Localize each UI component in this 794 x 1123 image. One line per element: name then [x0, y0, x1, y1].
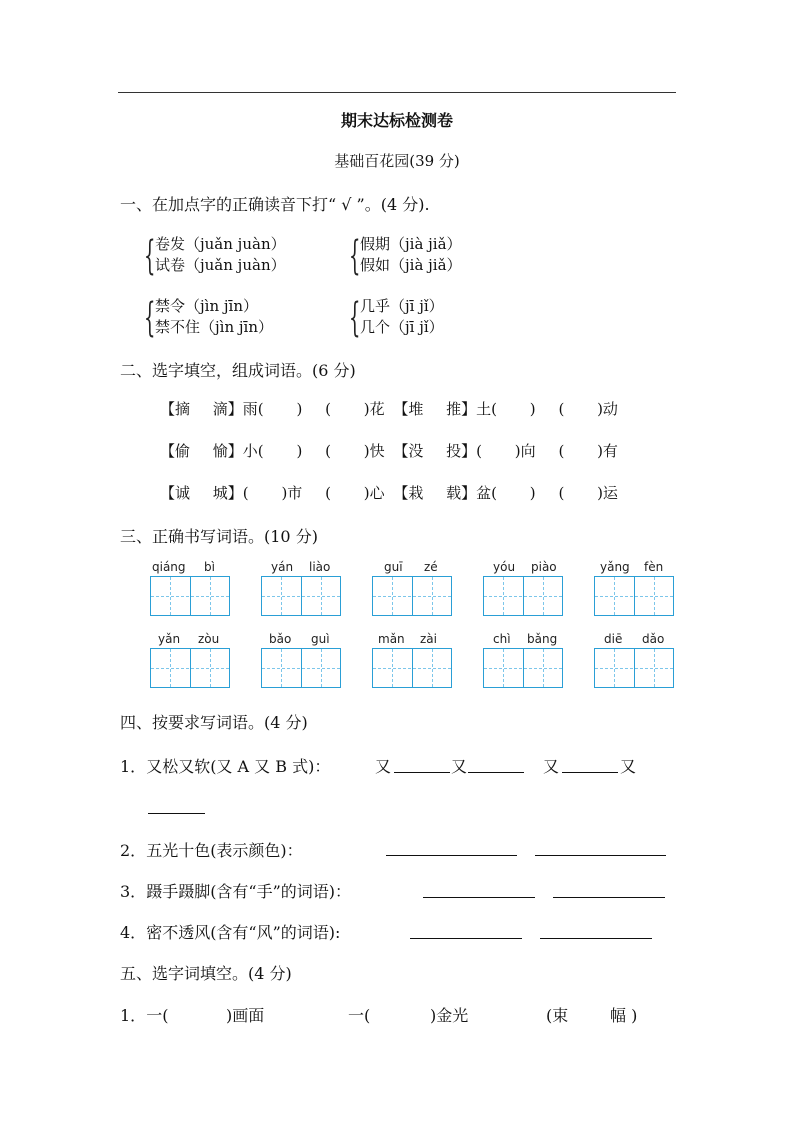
- item-number: 2．: [120, 841, 147, 860]
- q2-cell: )向: [514, 442, 536, 460]
- choice-2: 幅 ): [610, 1006, 638, 1025]
- q1-group-1-line2: 试卷（juǎn juàn）: [155, 256, 286, 274]
- answer-line[interactable]: [410, 938, 522, 939]
- pinyin-1: yán: [271, 560, 294, 574]
- pinyin-1: qiáng: [152, 560, 186, 574]
- tian-grid[interactable]: [150, 648, 230, 688]
- q2-cell: )花: [363, 400, 385, 418]
- q4-item-4: [120, 920, 340, 943]
- brace-icon: {: [144, 233, 156, 279]
- blank-open: 一(: [146, 1006, 169, 1025]
- q4-heading: 四、按要求写词语。(4 分): [120, 713, 308, 732]
- blank-close: )画面: [226, 1006, 265, 1025]
- tian-grid[interactable]: [372, 648, 452, 688]
- q1-group-2-line2: 假如（jià jiǎ）: [360, 256, 462, 274]
- tian-grid[interactable]: [483, 576, 563, 616]
- q1-group-2-line1: 假期（jià jiǎ）: [360, 235, 462, 253]
- pinyin-2: liào: [309, 560, 331, 574]
- pinyin-2: guì: [311, 632, 330, 646]
- item-text: 又松又软(又 A 又 B 式)：: [146, 757, 331, 776]
- brace-icon: {: [144, 295, 156, 341]
- q2-cell: (: [325, 442, 331, 460]
- answer-line[interactable]: [394, 772, 450, 773]
- tian-grid[interactable]: [150, 576, 230, 616]
- brace-icon: {: [349, 233, 361, 279]
- tian-grid[interactable]: [483, 648, 563, 688]
- q2-row-3: [160, 482, 618, 503]
- answer-line[interactable]: [386, 855, 517, 856]
- q2-cell: 城】(: [212, 484, 249, 502]
- q2-cell: )有: [597, 442, 618, 460]
- q2-cell: ): [296, 400, 303, 418]
- q2-heading: 二、选字填空，组成词语。(6 分): [120, 361, 356, 380]
- answer-line[interactable]: [148, 813, 205, 814]
- item-number: 3．: [120, 882, 147, 901]
- item-text: 五光十色(表示颜色)：: [146, 841, 303, 860]
- tian-grid[interactable]: [261, 576, 341, 616]
- tian-grid[interactable]: [261, 648, 341, 688]
- q1-group-2: [349, 233, 462, 279]
- item-text: 蹑手蹑脚(含有“手”的词语)：: [146, 882, 352, 901]
- q1-group-3: [144, 295, 273, 341]
- answer-line[interactable]: [535, 855, 666, 856]
- you-char: 又: [451, 757, 468, 776]
- q2-cell: )心: [363, 484, 385, 502]
- item-number: 1．: [120, 1006, 147, 1025]
- brace-icon: {: [349, 295, 361, 341]
- q2-cell: 载】盆(: [446, 484, 498, 502]
- q1-group-1: [144, 233, 286, 279]
- q2-cell: 【摘: [160, 400, 191, 418]
- q2-cell: (: [558, 442, 565, 460]
- item-number: 4．: [120, 923, 147, 942]
- q4-item-1: [120, 754, 330, 777]
- pinyin-2: fèn: [644, 560, 664, 574]
- pinyin-2: dǎo: [642, 632, 665, 646]
- q2-cell: 【栽: [393, 484, 424, 502]
- q2-cell: (: [558, 484, 565, 502]
- pinyin-1: guī: [384, 560, 403, 574]
- q2-cell: (: [325, 400, 331, 418]
- pinyin-1: diē: [604, 632, 623, 646]
- q2-cell: 【没: [393, 442, 424, 460]
- answer-line[interactable]: [540, 938, 652, 939]
- q2-cell: )运: [597, 484, 618, 502]
- you-char: 又: [620, 757, 637, 776]
- q2-cell: (: [325, 484, 331, 502]
- pinyin-2: zòu: [198, 632, 220, 646]
- answer-line[interactable]: [468, 772, 524, 773]
- tian-grid[interactable]: [594, 648, 674, 688]
- q5-item-1: [120, 1003, 168, 1026]
- q1-group-3-line2: 禁不住（jìn jīn）: [155, 318, 273, 336]
- pinyin-2: bǎng: [527, 632, 558, 646]
- q1-group-3-line1: 禁令（jìn jīn）: [155, 297, 258, 315]
- q2-cell: 推】土(: [446, 400, 498, 418]
- q2-cell: ): [529, 484, 536, 502]
- pinyin-1: yóu: [493, 560, 516, 574]
- pinyin-1: chì: [493, 632, 511, 646]
- q2-cell: )快: [363, 442, 385, 460]
- pinyin-2: bì: [204, 560, 215, 574]
- answer-line[interactable]: [423, 897, 535, 898]
- q2-cell: ): [529, 400, 536, 418]
- q4-item-3: [120, 879, 351, 902]
- answer-line[interactable]: [562, 772, 618, 773]
- pinyin-2: zài: [420, 632, 437, 646]
- page-subtitle: 基础百花园(39 分): [334, 152, 460, 170]
- q2-cell: 投】(: [446, 442, 483, 460]
- q3-heading: 三、正确书写词语。(10 分): [120, 527, 318, 546]
- q2-cell: )动: [597, 400, 618, 418]
- answer-line[interactable]: [553, 897, 665, 898]
- pinyin-1: mǎn: [378, 632, 405, 646]
- you-char: 又: [375, 757, 392, 776]
- pinyin-1: yǎng: [600, 560, 630, 574]
- q4-item-2: [120, 838, 303, 861]
- item-text: 密不透风(含有“风”的词语):: [146, 923, 341, 942]
- pinyin-2: zé: [424, 560, 438, 574]
- q2-cell: (: [558, 400, 565, 418]
- tian-grid[interactable]: [594, 576, 674, 616]
- q1-group-1-line1: 卷发（juǎn juàn）: [155, 235, 286, 253]
- you-char: 又: [543, 757, 560, 776]
- q2-cell: 滴】雨(: [212, 400, 264, 418]
- q5-heading: 五、选字词填空。(4 分): [120, 964, 292, 983]
- q2-row-1: [160, 398, 618, 419]
- pinyin-2: piào: [531, 560, 557, 574]
- pinyin-1: yǎn: [158, 632, 181, 646]
- q2-cell: 【堆: [393, 400, 424, 418]
- q2-cell: 愉】小(: [212, 442, 264, 460]
- q1-heading: 一、在加点字的正确读音下打“ √ ”。(4 分).: [120, 195, 430, 214]
- q1-group-4-line1: 几乎（jī jǐ）: [360, 297, 444, 315]
- q2-row-2: [160, 440, 618, 461]
- tian-grid[interactable]: [372, 576, 452, 616]
- choice-1: (束: [546, 1006, 569, 1025]
- q2-cell: )市: [281, 484, 303, 502]
- page-title: 期末达标检测卷: [340, 111, 453, 130]
- q2-cell: ): [296, 442, 303, 460]
- item-number: 1．: [120, 757, 147, 776]
- blank-close: )金光: [430, 1006, 469, 1025]
- q2-cell: 【偷: [160, 442, 191, 460]
- blank-open: 一(: [348, 1006, 371, 1025]
- pinyin-1: bǎo: [269, 632, 292, 646]
- q1-group-4: [349, 295, 444, 341]
- q1-group-4-line2: 几个（jī jǐ）: [360, 318, 444, 336]
- top-rule: [118, 92, 676, 93]
- q2-cell: 【诚: [160, 484, 191, 502]
